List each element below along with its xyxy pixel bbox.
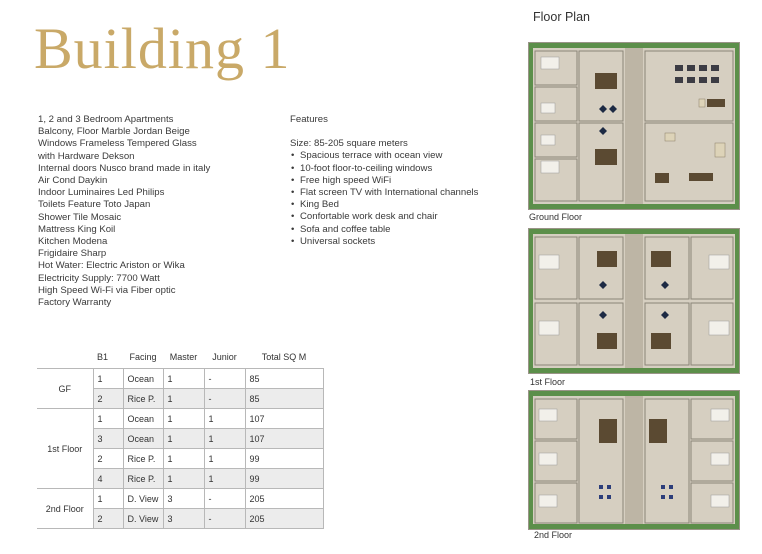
terrace-planter bbox=[529, 204, 739, 209]
spec-item: Kitchen Modena bbox=[38, 236, 108, 248]
page-title: Building 1 bbox=[34, 16, 291, 81]
feature-item: • Free high speed WiFi bbox=[300, 175, 520, 187]
spec-item: Toilets Feature Toto Japan bbox=[38, 199, 151, 211]
spec-item: High Speed Wi-Fi via Fiber optic bbox=[38, 284, 176, 296]
spec-item: with Hardware Dekson bbox=[38, 150, 135, 162]
table-header-empty bbox=[37, 347, 93, 369]
table-cell: 1 bbox=[163, 369, 204, 389]
plan-label-first: 1st Floor bbox=[530, 377, 566, 387]
table-cell: 99 bbox=[245, 469, 323, 489]
table-cell: 1 bbox=[93, 409, 123, 429]
table-cell: 107 bbox=[245, 429, 323, 449]
table-cell: 3 bbox=[163, 509, 204, 529]
table-cell: 1 bbox=[163, 429, 204, 449]
plan-label-second: 2nd Floor bbox=[534, 530, 573, 540]
table-cell: 1 bbox=[204, 469, 245, 489]
spec-item: Shower Tile Mosaic bbox=[38, 211, 122, 223]
unit-table bbox=[37, 347, 324, 529]
table-cell: Ocean bbox=[123, 409, 163, 429]
feature-item: • Spacious terrace with ocean view bbox=[300, 150, 520, 162]
ground-floor-plan bbox=[528, 42, 740, 210]
table-header-cell: Total SQ M bbox=[245, 347, 323, 369]
spec-item: Hot Water: Electric Ariston or Wika bbox=[38, 260, 185, 272]
features-section bbox=[290, 114, 520, 248]
terrace-planter bbox=[529, 43, 739, 48]
second-floor-plan bbox=[528, 390, 740, 530]
table-cell: 1 bbox=[163, 389, 204, 409]
table-cell: D. View bbox=[123, 509, 163, 529]
table-cell: 2 bbox=[93, 509, 123, 529]
feature-item: • Sofa and coffee table bbox=[300, 224, 520, 236]
features-size: Size: 85-205 square meters bbox=[290, 138, 408, 150]
table-cell: 1 bbox=[163, 469, 204, 489]
table-cell: Ocean bbox=[123, 429, 163, 449]
spec-item: Windows Frameless Tempered Glass bbox=[38, 138, 197, 150]
table-cell: 2 bbox=[93, 449, 123, 469]
spec-item: Internal doors Nusco brand made in italy bbox=[38, 162, 211, 174]
table-header-row bbox=[37, 347, 323, 369]
table-cell: D. View bbox=[123, 489, 163, 509]
table-cell: Rice P. bbox=[123, 469, 163, 489]
table-header-cell: B1 bbox=[93, 347, 123, 369]
table-group-label: GF bbox=[37, 369, 93, 409]
table-cell: 205 bbox=[245, 489, 323, 509]
first-floor-drawing bbox=[529, 229, 739, 373]
table-cell: - bbox=[204, 509, 245, 529]
table-cell: 3 bbox=[93, 429, 123, 449]
features-list bbox=[290, 150, 520, 248]
table-cell: Rice P. bbox=[123, 389, 163, 409]
table-cell: 1 bbox=[204, 449, 245, 469]
table-row bbox=[37, 409, 323, 429]
table-cell: 1 bbox=[93, 369, 123, 389]
first-floor-plan bbox=[528, 228, 740, 374]
feature-item: • Universal sockets bbox=[300, 236, 520, 248]
table-cell: 1 bbox=[93, 489, 123, 509]
table-cell: 85 bbox=[245, 389, 323, 409]
table-header-cell: Master bbox=[163, 347, 204, 369]
spec-item: Frigidaire Sharp bbox=[38, 248, 107, 260]
feature-item: • 10-foot floor-to-ceiling windows bbox=[300, 163, 520, 175]
table-cell: 107 bbox=[245, 409, 323, 429]
table-cell: Ocean bbox=[123, 369, 163, 389]
table-cell: 1 bbox=[204, 409, 245, 429]
table-header-cell: Facing bbox=[123, 347, 163, 369]
spec-item: Factory Warranty bbox=[38, 297, 112, 309]
feature-item: • Confortable work desk and chair bbox=[300, 211, 520, 223]
table-cell: 99 bbox=[245, 449, 323, 469]
table-cell: 2 bbox=[93, 389, 123, 409]
table-cell: - bbox=[204, 389, 245, 409]
floor-plan-title: Floor Plan bbox=[533, 10, 590, 24]
table-cell: 1 bbox=[163, 449, 204, 469]
table-header-cell: Junior bbox=[204, 347, 245, 369]
plan-label-ground: Ground Floor bbox=[529, 212, 583, 222]
table-row bbox=[37, 489, 323, 509]
table-group-label: 2nd Floor bbox=[37, 489, 93, 529]
second-floor-drawing bbox=[529, 391, 739, 529]
table-cell: 205 bbox=[245, 509, 323, 529]
corridor bbox=[625, 48, 643, 204]
table-cell: 4 bbox=[93, 469, 123, 489]
table-cell: 1 bbox=[204, 429, 245, 449]
table-cell: - bbox=[204, 369, 245, 389]
spec-item: Electricity Supply: 7700 Watt bbox=[38, 272, 160, 284]
feature-item: • King Bed bbox=[300, 199, 520, 211]
table-cell: 3 bbox=[163, 489, 204, 509]
table-cell: - bbox=[204, 489, 245, 509]
spec-item: Balcony, Floor Marble Jordan Beige bbox=[38, 126, 190, 138]
table-cell: 1 bbox=[163, 409, 204, 429]
feature-item: • Flat screen TV with International channels bbox=[300, 187, 520, 199]
table-cell: 85 bbox=[245, 369, 323, 389]
table-group-label: 1st Floor bbox=[37, 409, 93, 489]
features-heading: Features bbox=[290, 114, 328, 125]
spec-item: Air Cond Daykin bbox=[38, 175, 108, 187]
table-row bbox=[37, 369, 323, 389]
spec-item: Indoor Luminaires Led Philips bbox=[38, 187, 165, 199]
spec-item: Mattress King Koil bbox=[38, 223, 116, 235]
spec-list bbox=[38, 114, 288, 309]
ground-floor-drawing bbox=[529, 43, 739, 209]
spec-item: 1, 2 and 3 Bedroom Apartments bbox=[38, 114, 174, 125]
table-cell: Rice P. bbox=[123, 449, 163, 469]
